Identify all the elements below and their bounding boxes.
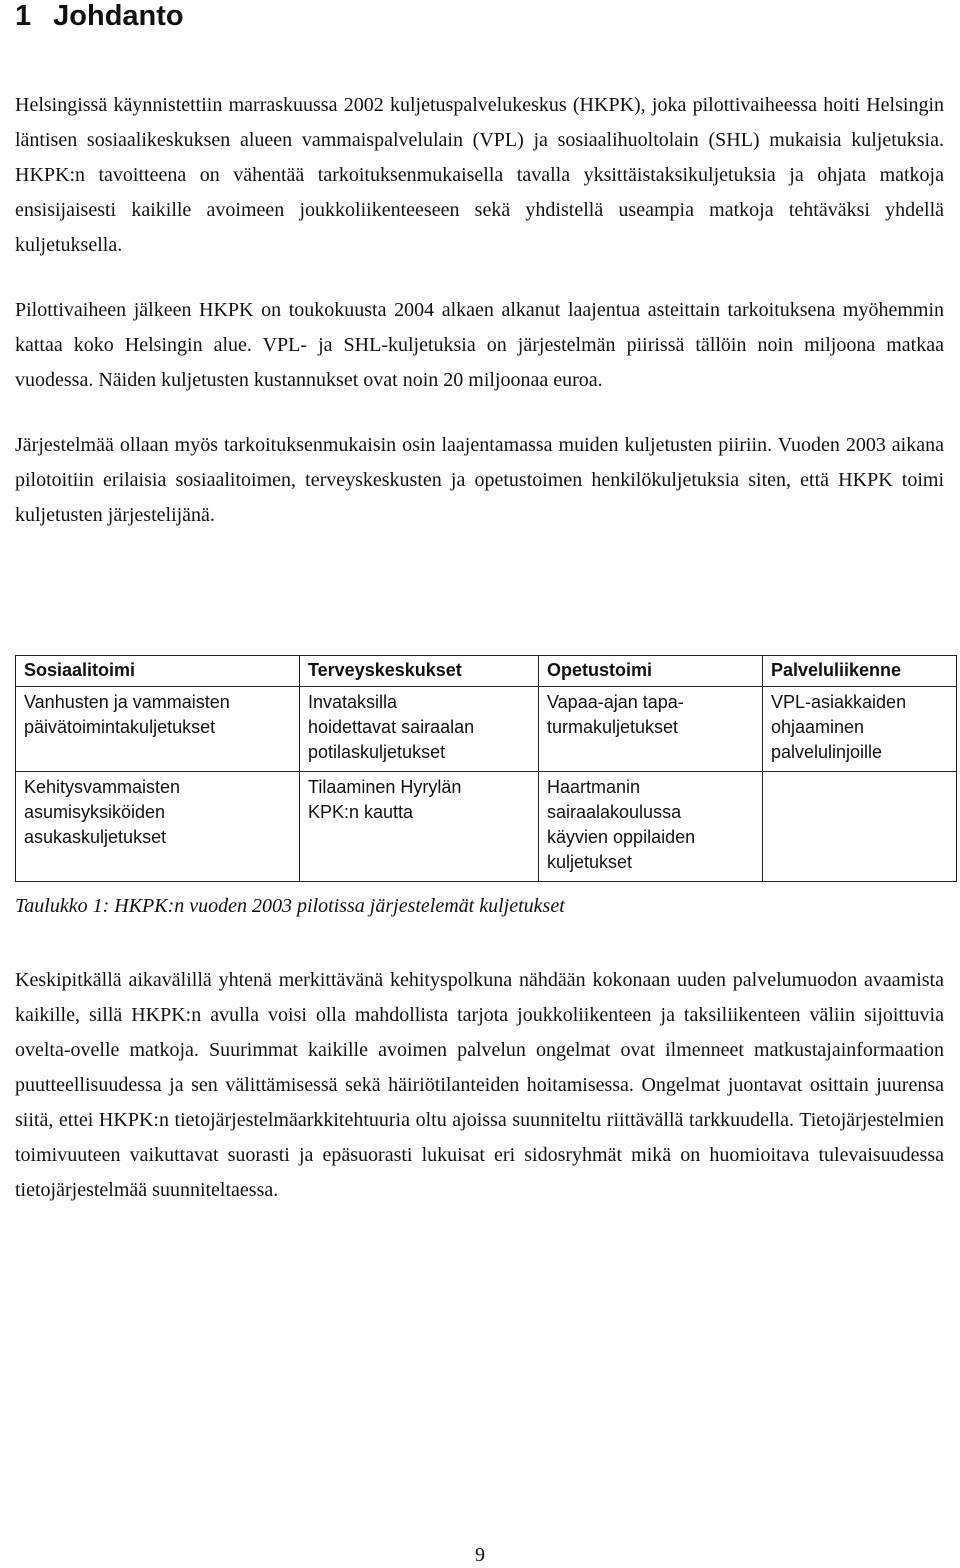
- section-heading: [15, 0, 944, 38]
- table-cell: Kehitysvammaisten asumisyksiköiden asukaskuljetukset: [16, 772, 300, 882]
- table-header-cell: Terveyskeskukset: [300, 656, 539, 687]
- table-cell: Invataksilla hoidettavat sairaalan potilaskuljetukset: [300, 687, 539, 772]
- paragraph-pilot-expansion: Pilottivaiheen jälkeen HKPK on toukokuusta 2004 alkaen alkanut laajentua asteittain tarkoituksena myöhemmin kattaa koko Helsingin alue. VPL- ja SHL-kuljetuksia on järjestelmän piirissä tällöin noin miljoona matkaa vuodessa. Näiden kuljetusten kustannukset ovat noin 20 miljoonaa euroa.: [15, 299, 944, 391]
- page-number: 9: [475, 1544, 485, 1566]
- table-cell: Haartmanin sairaalakoulussa käyvien oppilaiden kuljetukset: [539, 772, 763, 882]
- section-number: 1: [15, 0, 32, 32]
- table-caption: Taulukko 1: HKPK:n vuoden 2003 pilotissa järjestelemät kuljetukset: [15, 895, 565, 917]
- table-row: [16, 772, 957, 882]
- pilot-transport-table: [15, 655, 957, 882]
- section-title: Johdanto: [53, 0, 184, 32]
- table-header-row: [16, 656, 957, 687]
- document-page: [15, 0, 944, 1201]
- table-header-cell: Palveluliikenne: [763, 656, 957, 687]
- table-cell: [763, 772, 957, 882]
- table-header-cell: Opetustoimi: [539, 656, 763, 687]
- table-cell: Tilaaminen Hyrylän KPK:n kautta: [300, 772, 539, 882]
- paragraph-future-development: Keskipitkällä aikavälillä yhtenä merkittävänä kehityspolkuna nähdään kokonaan uuden palvelumuodon avaamista kaikille, sillä HKPK:n avulla voisi olla mahdollista tarjota joukkoliikenteen ja taksiliikenteen väliin sijoittuvia ovelta-ovelle matkoja. Suurimmat kaikille avoimen palvelun ongelmat ovat ilmenneet matkustajainformaation puutteellisuudessa ja sen välittämisessä sekä häiriötilanteiden hoitamisessa. Ongelmat juontavat osittain juurensa siitä, ettei HKPK:n tietojärjestelmäarkkitehtuuria oltu ajoissa suunniteltu riittävällä tarkkuudella. Tietojärjestelmien toimivuuteen vaikuttavat suorasti ja epäsuorasti lukuisat eri sidosryhmät mikä on huomioitava tulevaisuudessa tietojärjestelmää suunniteltaessa.: [15, 969, 944, 1201]
- table-cell: Vapaa-ajan tapa- turmakuljetukset: [539, 687, 763, 772]
- table-cell: VPL-asiakkaiden ohjaaminen palvelulinjoille: [763, 687, 957, 772]
- table-cell: Vanhusten ja vammaisten päivätoimintakuljetukset: [16, 687, 300, 772]
- paragraph-intro: Helsingissä käynnistettiin marraskuussa 2002 kuljetuspalvelukeskus (HKPK), joka pilottivaiheessa hoiti Helsingin läntisen sosiaalikeskuksen alueen vammaispalvelulain (VPL) ja sosiaalihuoltolain (SHL) mukaisia kuljetuksia. HKPK:n tavoitteena on vähentää tarkoituksenmukaisella tavalla yksittäistaksikuljetuksia ja ohjata matkoja ensisijaisesti kaikille avoimeen joukkoliikenteeseen sekä yhdistellä useampia matkoja tehtäväksi yhdellä kuljetuksella.: [15, 94, 944, 256]
- paragraph-system-extension: Järjestelmää ollaan myös tarkoituksenmukaisin osin laajentamassa muiden kuljetusten piiriin. Vuoden 2003 aikana pilotoitiin erilaisia sosiaalitoimen, terveyskeskusten ja opetustoimen henkilökuljetuksia siten, että HKPK toimi kuljetusten järjestelijänä.: [15, 434, 944, 526]
- table-header-cell: Sosiaalitoimi: [16, 656, 300, 687]
- table-row: [16, 687, 957, 772]
